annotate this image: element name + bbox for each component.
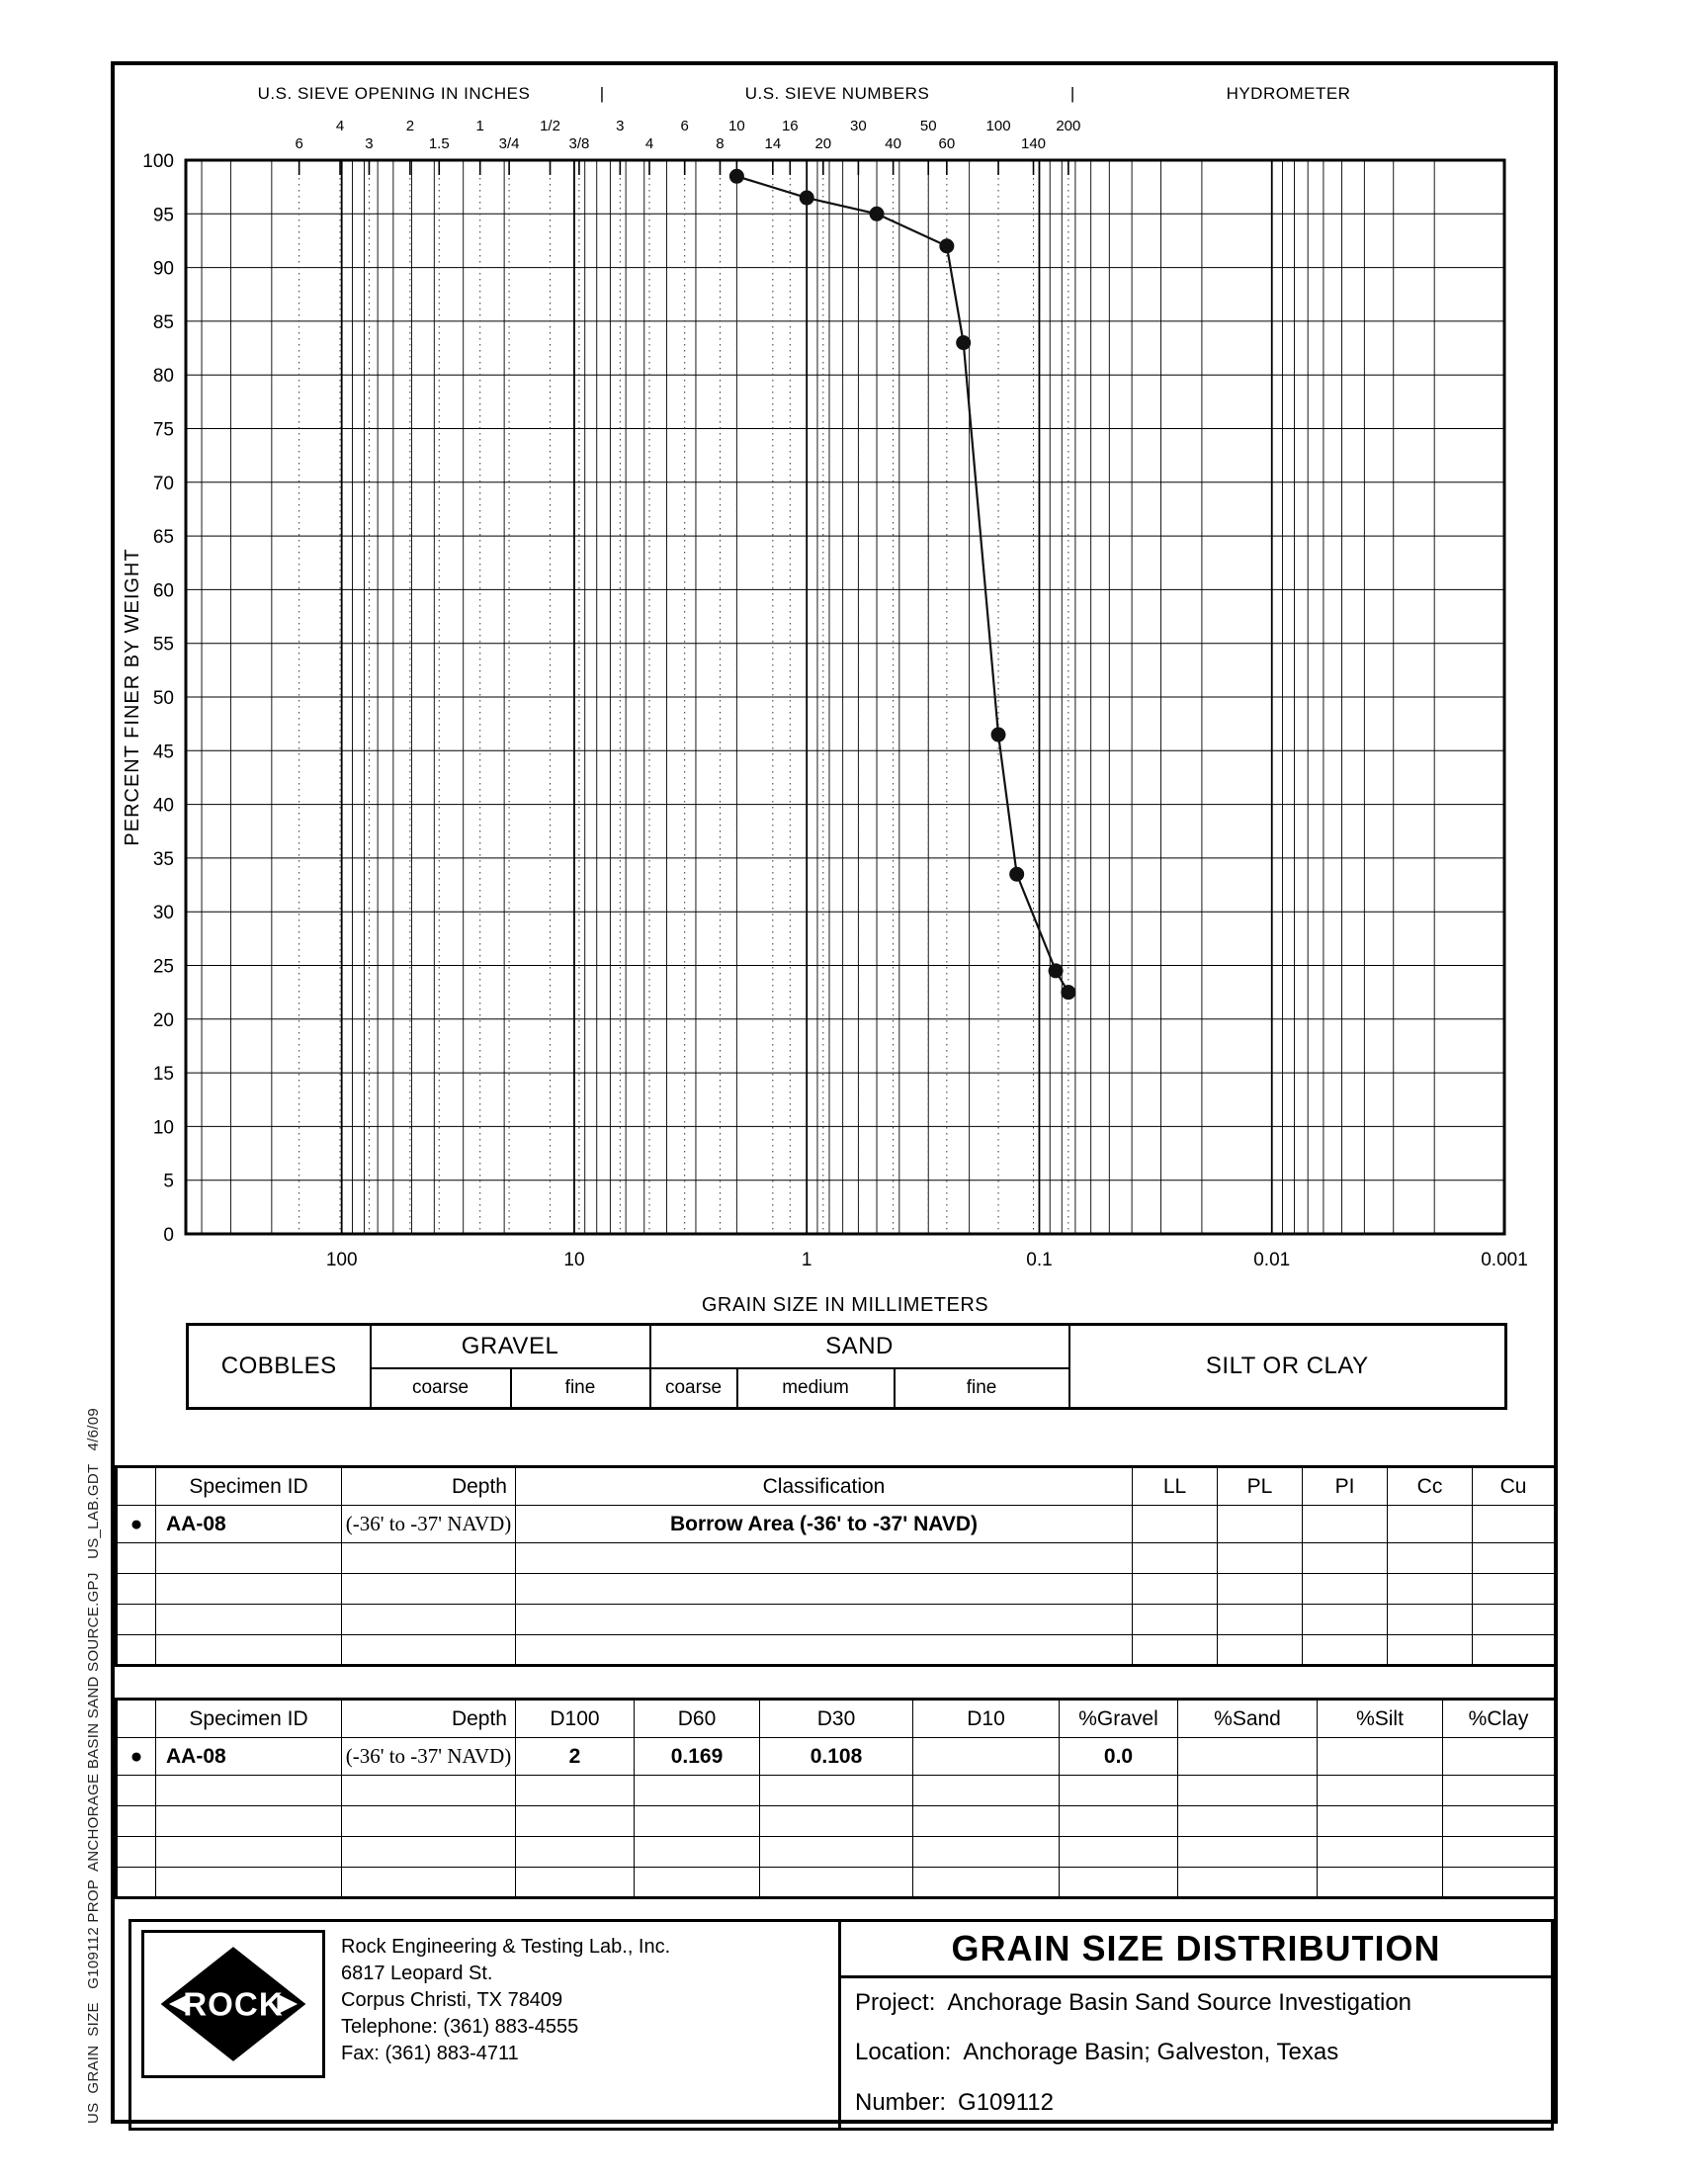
sieve-tick-label: 3/8 <box>568 135 590 152</box>
table-row <box>117 1738 1556 1776</box>
fraction-gravel-coarse: coarse <box>371 1368 511 1409</box>
company-phone: Telephone: (361) 883-4555 <box>341 2016 579 2038</box>
empty-row <box>117 1635 1556 1666</box>
col-cc: Cc <box>1388 1467 1473 1506</box>
empty-row <box>117 1605 1556 1635</box>
size-fraction-bar <box>186 1323 1507 1410</box>
fraction-gravel: GRAVEL <box>371 1325 650 1369</box>
sieve-tick-label: 6 <box>295 135 303 152</box>
y-tick-label: 40 <box>152 795 174 817</box>
number-row <box>841 2078 1551 2128</box>
x-tick-label: 0.01 <box>1253 1250 1291 1270</box>
y-tick-label: 85 <box>152 311 174 333</box>
sieve-tick-label: 4 <box>644 135 654 152</box>
sieve-tick-label: 1/2 <box>540 118 560 134</box>
col-specimen-id: Specimen ID <box>156 1467 342 1506</box>
col-classification: Classification <box>516 1467 1133 1506</box>
y-tick-label: 35 <box>152 848 174 870</box>
cell-d10 <box>913 1738 1060 1776</box>
classification-table <box>115 1465 1557 1667</box>
x-tick-label: 0.1 <box>1026 1250 1053 1270</box>
location-label: Location: <box>855 2039 952 2066</box>
data-point <box>870 207 885 221</box>
cell-marker: ● <box>117 1738 156 1776</box>
sieve-tick-label: 4 <box>335 118 345 134</box>
cell-pl <box>1218 1506 1303 1543</box>
empty-row <box>117 1806 1556 1837</box>
cell-d30: 0.108 <box>760 1738 913 1776</box>
report-frame <box>111 61 1558 2124</box>
band-separator: | <box>1069 84 1075 103</box>
y-tick-label: 75 <box>152 419 174 441</box>
company-address2: Corpus Christi, TX 78409 <box>341 1989 563 2011</box>
sieve-tick-label: 140 <box>1021 135 1047 152</box>
x-tick-label: 10 <box>563 1250 585 1270</box>
cell-specimen: AA-08 <box>156 1506 342 1543</box>
rock-logo-icon <box>154 1943 312 2065</box>
company-name: Rock Engineering & Testing Lab., Inc. <box>341 1936 671 1958</box>
x-tick-label: 1 <box>801 1250 812 1270</box>
col-marker <box>117 1700 156 1738</box>
y-tick-label: 50 <box>152 688 174 709</box>
axis-band-label: U.S. SIEVE NUMBERS <box>744 84 930 103</box>
location-row <box>841 2028 1551 2077</box>
data-point <box>1061 985 1075 1000</box>
table-row <box>117 1506 1556 1543</box>
company-info <box>341 1930 670 2067</box>
sieve-tick-label: 16 <box>781 118 799 134</box>
cell-ll <box>1133 1506 1218 1543</box>
rock-logo <box>141 1930 325 2078</box>
sieve-tick-label: 40 <box>885 135 901 152</box>
col-ll: LL <box>1133 1467 1218 1506</box>
sieve-tick-label: 20 <box>814 135 832 152</box>
cell-d100: 2 <box>516 1738 635 1776</box>
fraction-gravel-fine: fine <box>511 1368 650 1409</box>
sieve-tick-label: 10 <box>728 118 745 134</box>
data-point <box>729 169 744 184</box>
company-fax: Fax: (361) 883-4711 <box>341 2043 519 2064</box>
y-tick-label: 25 <box>152 956 174 978</box>
col-d10: D10 <box>913 1700 1060 1738</box>
y-tick-label: 10 <box>152 1117 174 1139</box>
number-value: G109112 <box>958 2088 1055 2116</box>
gradation-values-table <box>115 1698 1557 1899</box>
cell-cu <box>1473 1506 1556 1543</box>
y-tick-label: 55 <box>152 634 174 655</box>
plot-grid <box>186 160 1504 1234</box>
sieve-tick-label: 100 <box>985 118 1011 134</box>
sieve-tick-label: 6 <box>680 118 689 134</box>
company-address1: 6817 Leopard St. <box>341 1963 493 1984</box>
col-pct-sand: %Sand <box>1178 1700 1318 1738</box>
x-tick-label: 100 <box>325 1250 358 1270</box>
col-d100: D100 <box>516 1700 635 1738</box>
col-pct-clay: %Clay <box>1443 1700 1556 1738</box>
col-pl: PL <box>1218 1467 1303 1506</box>
grain-size-chart <box>115 65 1554 1323</box>
x-axis-title: GRAIN SIZE IN MILLIMETERS <box>701 1294 989 1316</box>
sieve-tick-label: 30 <box>850 118 867 134</box>
col-cu: Cu <box>1473 1467 1556 1506</box>
x-tick-label: 0.001 <box>1481 1250 1528 1270</box>
cell-gravel: 0.0 <box>1060 1738 1178 1776</box>
data-point <box>956 335 971 350</box>
cell-depth: (-36' to -37' NAVD) <box>342 1506 516 1543</box>
sieve-tick-label: 3 <box>365 135 374 152</box>
data-point <box>991 728 1006 742</box>
project-block <box>841 1922 1551 2128</box>
cell-sand <box>1178 1738 1318 1776</box>
empty-row <box>117 1776 1556 1806</box>
location-value: Anchorage Basin; Galveston, Texas <box>963 2039 1339 2066</box>
fraction-sand-coarse: coarse <box>650 1368 737 1409</box>
col-d30: D30 <box>760 1700 913 1738</box>
data-point <box>939 238 954 253</box>
number-label: Number: <box>855 2088 947 2116</box>
col-marker <box>117 1467 156 1506</box>
y-tick-label: 100 <box>142 151 174 172</box>
sieve-tick-label: 50 <box>919 118 937 134</box>
y-tick-label: 95 <box>152 205 174 226</box>
y-tick-label: 5 <box>163 1171 174 1192</box>
cell-silt <box>1318 1738 1443 1776</box>
cell-specimen: AA-08 <box>156 1738 342 1776</box>
sieve-tick-label: 60 <box>938 135 956 152</box>
cell-cc <box>1388 1506 1473 1543</box>
sieve-tick-label: 1.5 <box>428 135 450 152</box>
empty-row <box>117 1574 1556 1605</box>
y-tick-label: 90 <box>152 258 174 280</box>
fraction-silt-clay: SILT OR CLAY <box>1069 1325 1506 1409</box>
col-d60: D60 <box>635 1700 760 1738</box>
col-specimen-id: Specimen ID <box>156 1700 342 1738</box>
cell-pi <box>1303 1506 1388 1543</box>
sieve-tick-label: 1 <box>475 118 484 134</box>
sieve-tick-label: 2 <box>405 118 415 134</box>
y-tick-label: 60 <box>152 580 174 602</box>
y-tick-label: 70 <box>152 473 174 494</box>
sieve-tick-label: 3/4 <box>498 135 520 152</box>
empty-row <box>117 1868 1556 1898</box>
logo-text: ROCK <box>183 1986 284 2024</box>
data-point <box>1009 867 1024 882</box>
fraction-sand-fine: fine <box>895 1368 1069 1409</box>
y-tick-label: 65 <box>152 527 174 549</box>
fraction-sand: SAND <box>650 1325 1069 1369</box>
cell-marker: ● <box>117 1506 156 1543</box>
empty-row <box>117 1837 1556 1868</box>
col-pi: PI <box>1303 1467 1388 1506</box>
band-separator: | <box>599 84 605 103</box>
y-tick-label: 80 <box>152 366 174 388</box>
sieve-tick-label: 14 <box>764 135 782 152</box>
col-depth: Depth <box>342 1700 516 1738</box>
cell-depth: (-36' to -37' NAVD) <box>342 1738 516 1776</box>
y-tick-label: 45 <box>152 742 174 763</box>
axis-band-label: HYDROMETER <box>1226 84 1351 103</box>
y-axis-title: PERCENT FINER BY WEIGHT <box>122 548 143 846</box>
company-block <box>131 1922 841 2128</box>
project-row <box>841 1978 1551 2028</box>
title-block <box>128 1919 1554 2131</box>
sieve-tick-label: 8 <box>716 135 725 152</box>
y-tick-label: 15 <box>152 1064 174 1086</box>
axis-band-label: U.S. SIEVE OPENING IN INCHES <box>257 84 531 103</box>
data-point <box>800 191 814 206</box>
col-pct-silt: %Silt <box>1318 1700 1443 1738</box>
col-depth: Depth <box>342 1467 516 1506</box>
project-value: Anchorage Basin Sand Source Investigation <box>947 1989 1412 2017</box>
y-tick-label: 20 <box>152 1009 174 1031</box>
sieve-tick-label: 200 <box>1056 118 1081 134</box>
data-point <box>1049 963 1064 978</box>
fraction-sand-medium: medium <box>737 1368 895 1409</box>
fraction-cobbles: COBBLES <box>188 1325 371 1409</box>
cell-d60: 0.169 <box>635 1738 760 1776</box>
empty-row <box>117 1543 1556 1574</box>
cell-clay <box>1443 1738 1556 1776</box>
sieve-tick-label: 3 <box>616 118 625 134</box>
file-info-sidebar: US GRAIN SIZE G109112 PROP ANCHORAGE BASIN SAND SOURCE.GPJ US_LAB.GDT 4/6/09 <box>85 1407 102 2124</box>
y-tick-label: 0 <box>163 1225 174 1246</box>
cell-classification: Borrow Area (-36' to -37' NAVD) <box>516 1506 1133 1543</box>
col-pct-gravel: %Gravel <box>1060 1700 1178 1738</box>
report-title: GRAIN SIZE DISTRIBUTION <box>841 1922 1551 1978</box>
project-label: Project: <box>855 1989 936 2017</box>
y-tick-label: 30 <box>152 903 174 924</box>
